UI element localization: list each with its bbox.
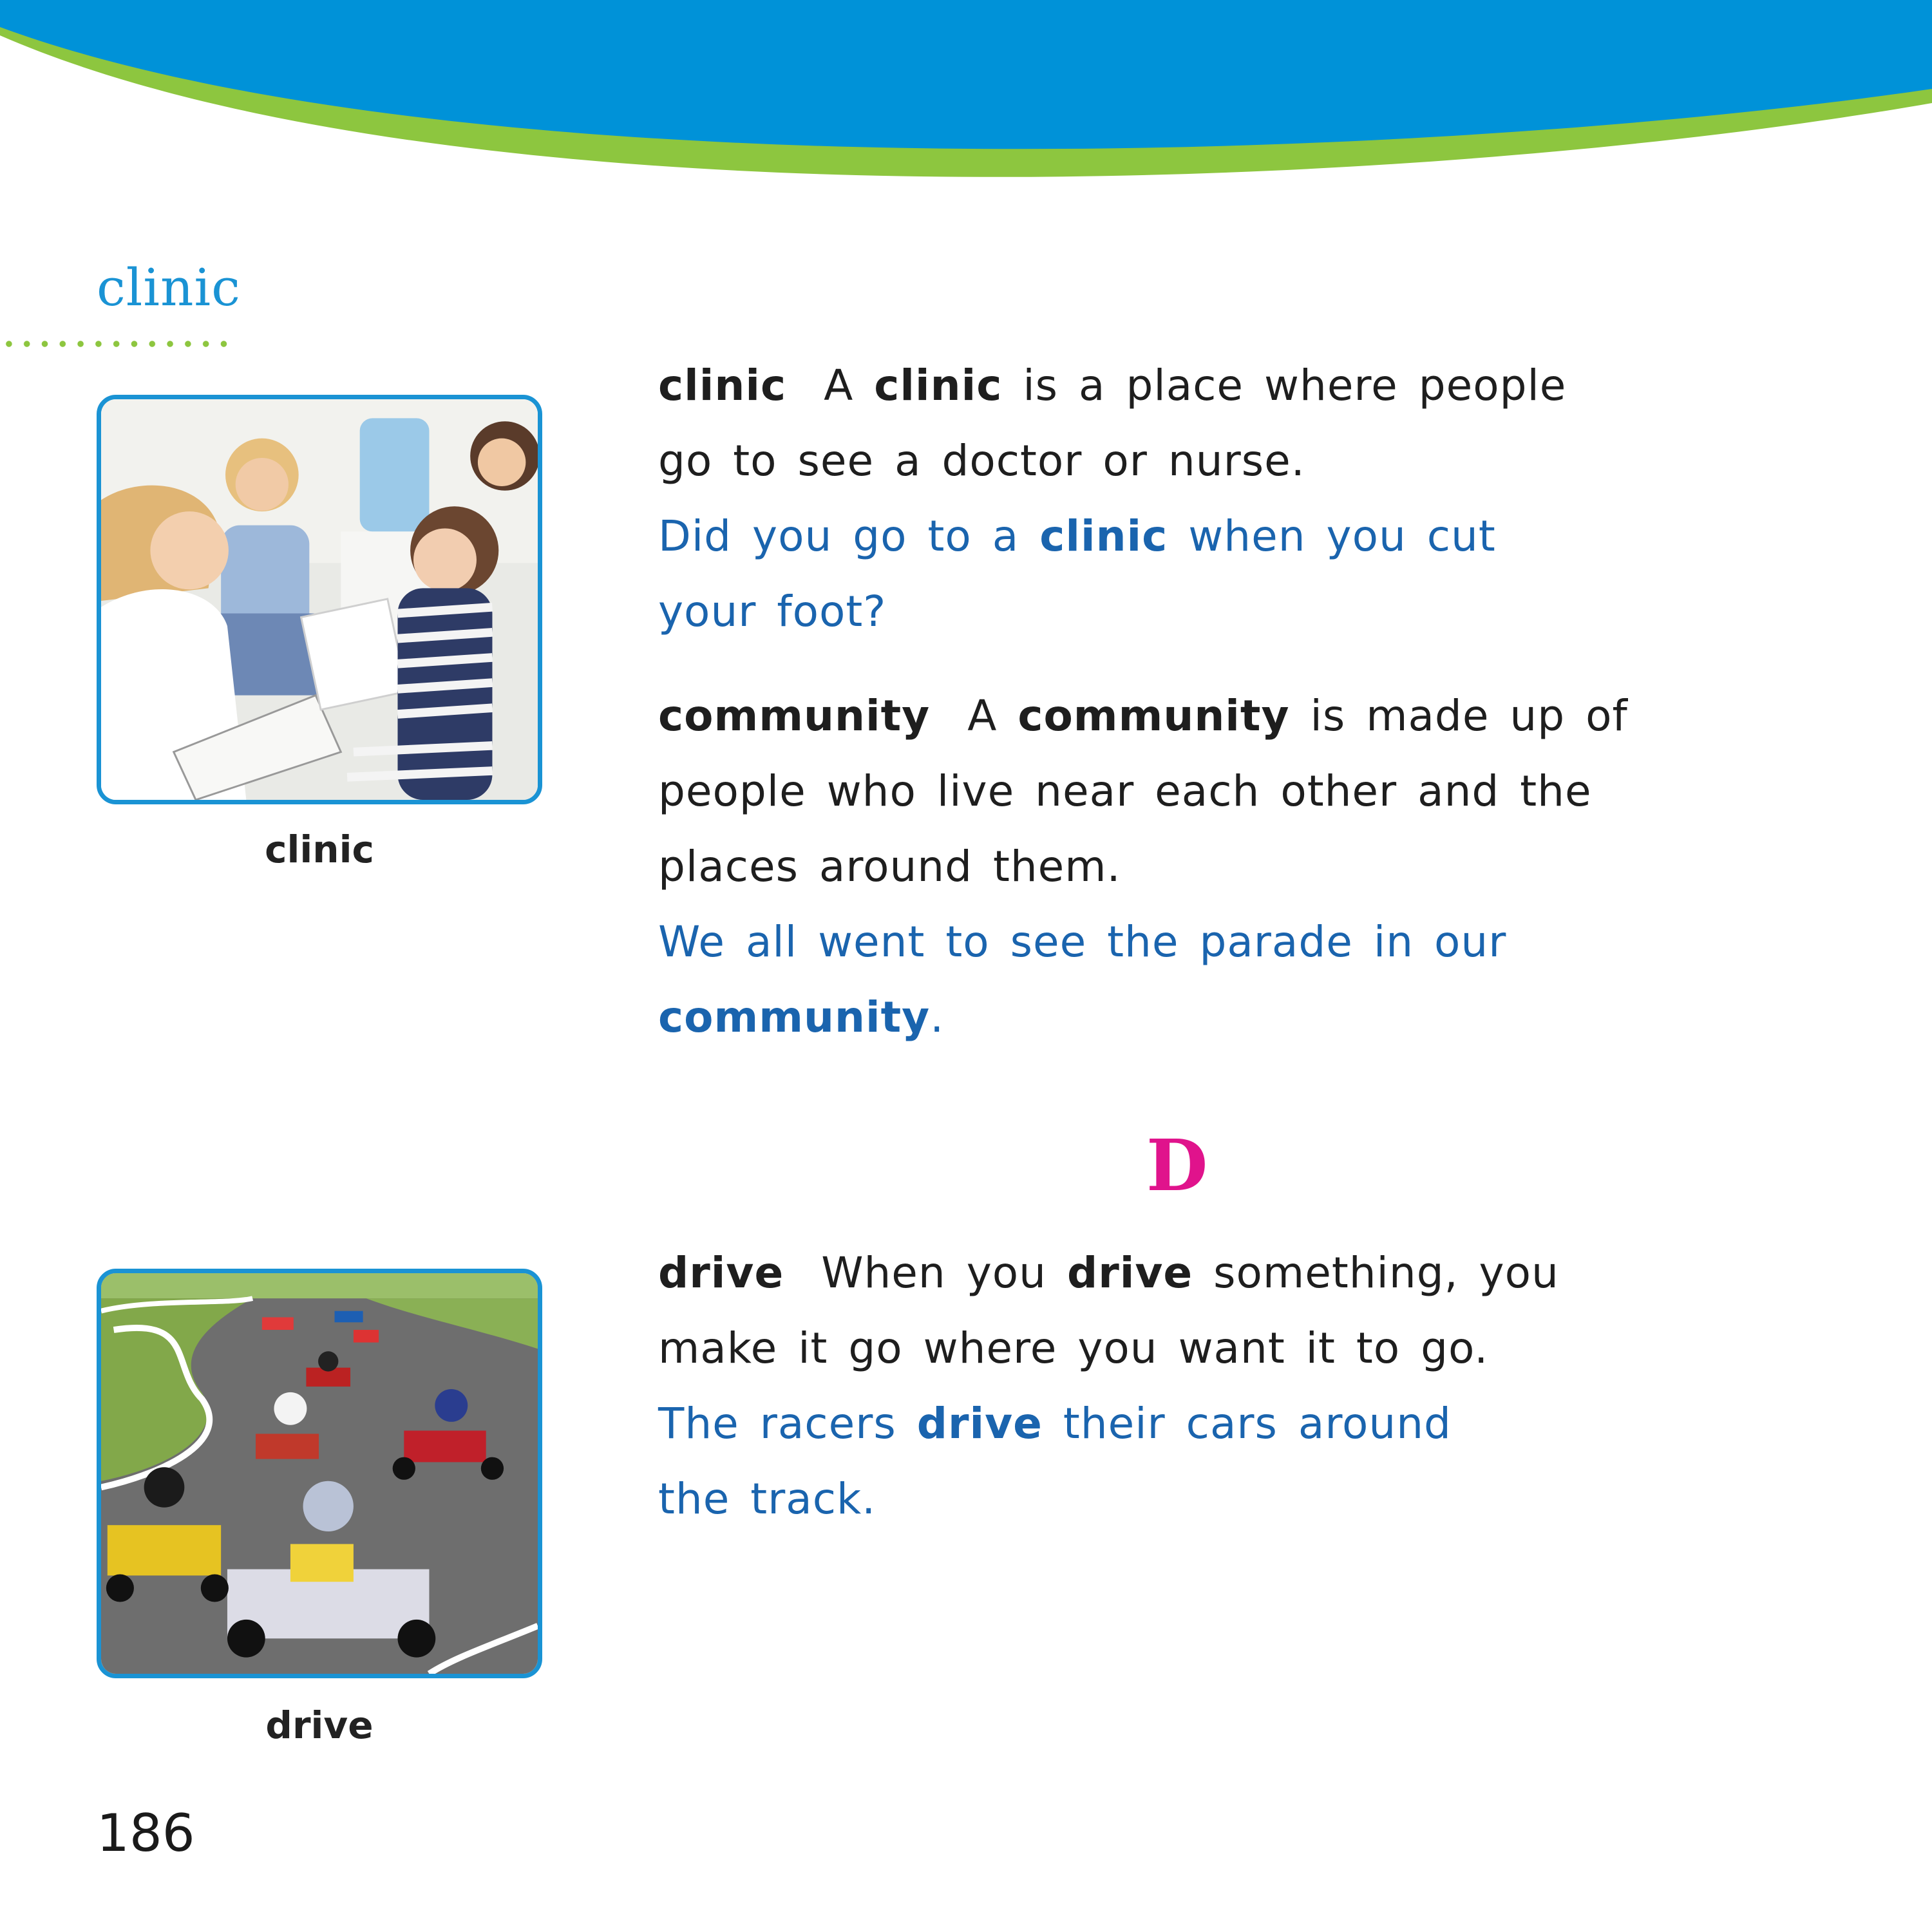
definition-clinic-line-2: go to see a doctor or nurse. <box>658 436 1305 486</box>
definition-drive-line-2: make it go where you want it to go. <box>658 1323 1489 1373</box>
text: The racers <box>658 1399 917 1448</box>
header-wave-band <box>0 0 1932 206</box>
entry-clinic <box>658 348 1624 649</box>
text: A <box>824 361 875 410</box>
bold-term: drive <box>1066 1248 1193 1298</box>
text: Did you go to a <box>658 511 1040 561</box>
example-clinic-line-1 <box>658 498 1624 574</box>
text: is made up of <box>1289 691 1628 741</box>
example-drive-line-1 <box>658 1386 1624 1461</box>
definition-drive-line-1 <box>658 1235 1624 1311</box>
text: A <box>967 691 1018 741</box>
entry-term: clinic <box>658 361 787 410</box>
definition-community-line-2: people who live near each other and the <box>658 766 1592 816</box>
text: something, you <box>1193 1248 1559 1298</box>
entry-term: community <box>658 691 931 741</box>
bold-term: clinic <box>1039 511 1168 561</box>
letter-heading: D <box>1146 1124 1208 1207</box>
example-community-line-1: We all went to see the parade in our <box>658 917 1507 967</box>
entry-community <box>658 678 1628 1055</box>
definition-community-line-3: places around them. <box>658 842 1121 891</box>
drive-caption: drive <box>265 1703 374 1747</box>
dotted-divider <box>0 340 233 348</box>
guide-word: clinic <box>97 258 241 317</box>
bold-term: community <box>1018 691 1290 741</box>
clinic-caption: clinic <box>265 828 374 871</box>
definition-clinic-line-1 <box>658 348 1624 423</box>
page-number: 186 <box>97 1803 195 1863</box>
definition-community-line-1 <box>658 678 1628 753</box>
entry-drive <box>658 1235 1624 1537</box>
example-clinic-line-2: your foot? <box>658 587 887 636</box>
text: is a place where people <box>1002 361 1567 410</box>
clinic-photo <box>97 395 542 804</box>
bold-term: drive <box>916 1399 1043 1448</box>
text: . <box>930 992 945 1042</box>
go-kart-photo <box>97 1269 542 1678</box>
text: when you cut <box>1168 511 1496 561</box>
entry-term: drive <box>658 1248 784 1298</box>
text: When you <box>821 1248 1067 1298</box>
text: their cars around <box>1042 1399 1452 1448</box>
example-community-line-2 <box>658 980 1624 1055</box>
example-drive-line-2: the track. <box>658 1474 876 1524</box>
bold-term: community <box>658 992 931 1042</box>
bold-term: clinic <box>874 361 1003 410</box>
